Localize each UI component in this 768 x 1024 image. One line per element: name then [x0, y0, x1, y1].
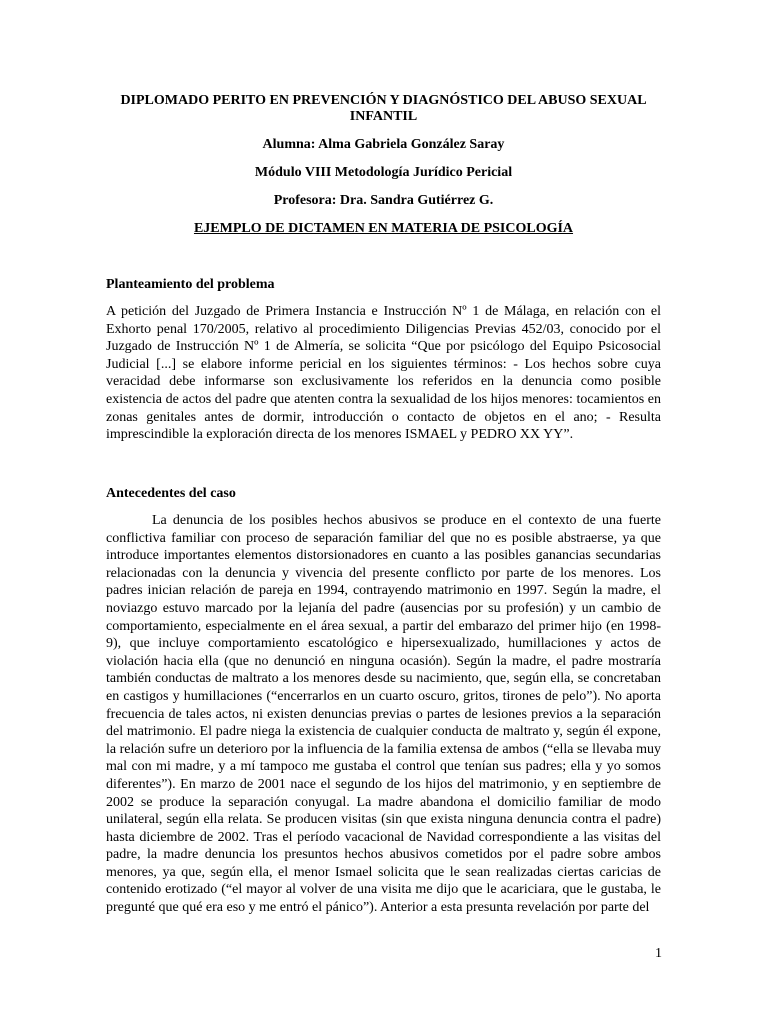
student-name: Alumna: Alma Gabriela González Saray: [262, 137, 505, 152]
module-name: Módulo VIII Metodología Jurídico Pericial: [254, 165, 513, 180]
professor-name: Profesora: Dra. Sandra Gutiérrez G.: [273, 193, 494, 208]
section-heading-problem: Planteamiento del problema: [106, 277, 275, 292]
section-heading-background: Antecedentes del caso: [106, 486, 236, 501]
document-title: DIPLOMADO PERITO EN PREVENCIÓN Y DIAGNÓSTICO DEL ABUSO SEXUAL INFANTIL: [120, 93, 647, 124]
section-paragraph-background: La denuncia de los posibles hechos abusivos se produce en el contexto de una fuerte conflictiva familiar con proceso de separación familiar del que no es posible abstraerse, ya que introduce importantes elementos distorsionadores en cuanto a las posibles ganancias secundarias relacionadas con la denuncia y vivencia del presente conflicto por parte de los menores. Los padres inician relación de pareja en 1994, contrayendo matrimonio en 1997. Según la madre, el noviazgo estuvo marcado por la lejanía del padre (ausencias por su profesión) y un cambio de comportamiento, especialmente en el área sexual, a partir del embarazo del primer hijo (en 1998-9), que incluye comportamiento escatológico e hipersexualizado, humillaciones y actos de violación hacia ella (que no denunció en ninguna ocasión). Según la madre, el padre mostraría también conductas de maltrato a los menores desde su nacimiento, que, según ella, se concretaban en castigos y humillaciones (“encerrarlos en un cuarto oscuro, gritos, tirones de pelo”). No aporta frecuencia de tales actos, ni existen denuncias previas o partes de lesiones previos a la separación del matrimonio. El padre niega la existencia de cualquier conducta de maltrato y, según él expone, la relación sufre un deterioro por la influencia de la familia extensa de ambos (“ella se llevaba muy mal con mi madre, y a mí tampoco me gustaba el control que tenían sus padres; ella y yo somos diferentes”). En marzo de 2001 nace el segundo de los hijos del matrimonio, y en septiembre de 2002 se produce la separación conyugal. La madre abandona el domicilio familiar de modo unilateral, según ella relata. Se producen visitas (sin que exista ninguna denuncia contra el padre) hasta diciembre de 2002. Tras el período vacacional de Navidad correspondiente a las visitas del padre, la madre denuncia los presuntos hechos abusivos cometidos por el padre sobre ambos menores, ya que, según ella, el menor Ismael solicita que le sean realizadas ciertas caricias de contenido erotizado (“el mayor al volver de una visita me dijo que le acariciara, que le gustaba, le pregunté que qué era eso y me entró el pánico”). Anterior a esta presunta revelación por parte del: [106, 513, 661, 916]
example-title: EJEMPLO DE DICTAMEN EN MATERIA DE PSICOLOGÍA: [193, 221, 574, 236]
section-paragraph-problem: A petición del Juzgado de Primera Instancia e Instrucción Nº 1 de Málaga, en relación con el Exhorto penal 170/2005, relativo al procedimiento Diligencias Previas 452/03, conocido por el Juzgado de Instrucción Nº 1 de Almería, se solicita “Que por psicólogo del Equipo Psicosocial Judicial [...] se elabore informe pericial en los siguientes términos: - Los hechos sobre cuya veracidad debe informarse son exclusivamente los referidos en la denuncia como posible existencia de actos del padre que atenten contra la sexualidad de los hijos menores: tocamientos en zonas genitales antes de dormir, introducción o contacto de objetos en el ano; - Resulta imprescindible la exploración directa de los menores ISMAEL y PEDRO XX YY”.: [106, 304, 661, 443]
page-number: 1: [655, 946, 662, 961]
